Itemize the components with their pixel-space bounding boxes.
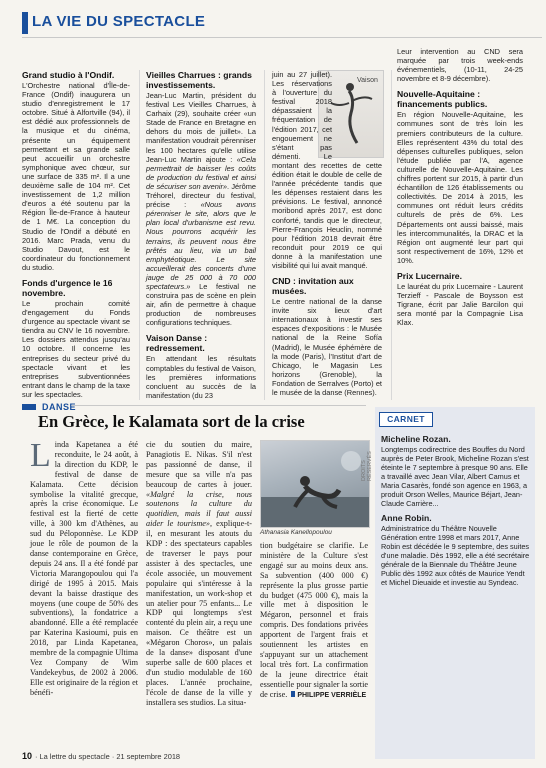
- column-divider: [391, 70, 392, 400]
- column-3: [272, 70, 382, 403]
- quote-martin: «Cela permettrait de baisser les coûts de production du festival et ainsi de sécuriser son avenir»: [146, 154, 256, 191]
- headline-vieilles-charrues: Vieilles Charrues : grands investissements.: [146, 70, 252, 90]
- section-title: LA VIE DU SPECTACLE: [32, 13, 206, 30]
- carnet-body: [381, 429, 531, 587]
- text-part: Le festival ne construira pas de scène en plein air, afin de permettre à chaque production de nombreuses configurations techniques.: [146, 281, 256, 328]
- page-footer: [22, 751, 180, 761]
- article-column-2: [146, 440, 252, 707]
- article-text: tion budgétaire se clarifie. Le ministère de la Culture s'est engagé sur au moins deux ans. Sa subvention (400 000 €) représente la plus grosse partie du budget (475 000 €), mais la ville met à disposition le Mégaron, personnel et frais compris. Des fondations privées apportent de l'argent frais et soutiennent les artistes en s'appuyant sur un attachement local très fort. La confirmation de la jeune directrice était essentielle pour signaler la sortie de crise.: [260, 541, 368, 699]
- obituary-name-robin: Anne Robin.: [381, 513, 432, 523]
- obituary-text-rozan: Longtemps codirectrice des Bouffes du Nord auprès de Peter Brook, Micheline Rozan s'est éteinte le 7 septembre à presque 90 ans. Elle a travaillé avec Jean Vilar, Albert Camus et Maria Casarès, fondé son agence en 1963, a produit Orson Welles, Maurice Béjart, Jean-Claude Carrière...: [381, 445, 529, 508]
- page-number: 10: [22, 751, 33, 761]
- text-cnd: Le centre national de la danse invite six lieux d'art internationaux à investir ses espaces d'expositions : le Musée national de la Reine Sofía (Madrid), le Musée éphémère de la mode (Paris), l'Institut d'art de Chicago, le Magasin Les horizons (Grenoble), la Fondation de Serralves (Porto) et le musée de la danse (Rennes).: [272, 297, 382, 397]
- kicker-rule: [72, 405, 366, 406]
- photo-caption: Athanasia Kanellopoulou: [260, 529, 332, 536]
- headline-cnd: CND : invitation aux musées.: [272, 276, 354, 297]
- dancer-photo-figure-icon: [261, 441, 369, 527]
- text-part: Jean-Luc Martin, président du festival Les Vieilles Charrues, à Carhaix (29), souhaite créer «un Stade de France en Bretagne en dehors du mois de juillet». La manifestation voudrait pérenniser les 100 hectares qu'elle utilise Jean-Luc Martin ajoute :: [146, 91, 256, 164]
- text-prix-lucernaire: Le lauréat du prix Lucernaire - Laurent Terzieff - Pascale de Boysson est Tigrane, écrit par Jalie Barcilon qui sera monté par la Compagnie Lisa Klax.: [397, 281, 523, 328]
- header-rule: [22, 37, 542, 38]
- author-square: [291, 691, 295, 697]
- column-1: [22, 70, 130, 405]
- carnet-box: [375, 407, 535, 759]
- article-text: , explique-t-il, en mesurant les atouts du KDP : des spectateurs capables de traverser le pays pour assister à des spectacles, une école associée, un mouvement populaire qui s'intéresse à la manifestation, un work-shop et un atelier pour 75 enfants... Le KDP qui longtemps s'est contenté du plein air, a reçu une maison. Ce théâtre est un «Mégaron Choros», un palais de la danse» disposant d'une superbe salle de 600 places et d'un studio modulable de 160 places. L'année prochaine, l'école de danse de la ville y installera ses studios. La situa-: [146, 519, 252, 707]
- headline-fonds-urgence: Fonds d'urgence le 16 novembre.: [22, 277, 113, 298]
- headline-ondif: Grand studio à l'Ondif.: [22, 70, 115, 80]
- article-kicker: DANSE: [42, 402, 77, 412]
- header-accent-bar: [22, 12, 28, 34]
- article-author: PHILIPPE VERRIÈLE: [297, 691, 367, 699]
- headline-nouvelle-aquitaine: Nouvelle-Aquitaine : financements publics.: [397, 89, 488, 110]
- text-nouvelle-aquitaine: En région Nouvelle-Aquitaine, les communes sont de très loin les premiers contributeurs de la culture. Elles représentent 43% du total des dépenses culturelles publiques, selon l'étude publiée par l'A, agence culturelle de Nouvelle-Aquitaine. Les chiffres portent sur 2015, à partir d'un échantillon de 126 établissements ou collectivités. De 2014 à 2015, les communes ont réduit leurs crédits culturels de près de 6%. Les Départements ont aussi baissé, mais les intercommunalités, la DRAC et la Région ont augmenté leur part qui sont respectivement de 16%, 12% et 10%.: [397, 110, 523, 265]
- obituary-name-rozan: Micheline Rozan.: [381, 434, 451, 444]
- dancer-photo: [260, 440, 373, 528]
- kicker-accent: [22, 404, 36, 410]
- headline-prix-lucernaire: Prix Lucernaire.: [397, 270, 462, 281]
- article-column-1: [30, 437, 138, 698]
- text-ondif: L'Orchestre national d'Île-de-France (Ondif) inaugurera un studio d'enregistrement le 17 octobre. Situé à Alfortville (94), il est dédié aux professionnels de la musique et du cinéma, présente un équipement permettant et sa grande salle peut accueillir un orchestre symphonique avec chœur, sur une surface de 335 m². Il a une deuxième salle de 104 m². Cet investissement de 1,2 million d'euros a été soutenu par la Région Île-de-France à hauteur de 1 M€. La conception du Studio de l'Ondif a débuté en 2016. Marc Prada, venu du Studio Davout, est le coordinateur du fonctionnement du studio.: [22, 81, 130, 272]
- text-part: . Jérôme Tréhorel, directeur du festival, précise :: [146, 181, 256, 210]
- footer-source: · La lettre du spectacle · 21 septembre 2018: [35, 752, 181, 761]
- poster-word: Vaison: [357, 77, 378, 84]
- text-part: juin au 27 juillet). Les réservations à l'ouverture du festival 2018 dépassaient la fréquentation de l'édition 2017, cet engouement ne s'étant pas démenti. Le montant des recettes de cette édition était le double de celle de l'année précédente tandis que les dépenses restaient dans les prévisions. Le festival, annoncé moribond après 2017, est donc conforté, tandis que le directeur, Pierre-François Heuclin, nommé pour l'édition 2018 devrait être reconduit pour 2019 ce qui donne à la manifestation une visibilité qui lui avait manqué.: [272, 70, 382, 270]
- article-text: cie du soutien du maire, Panagiotis E. Nikas. S'il n'est pas passionné de danse, il mesure que sa ville n'a pas beaucoup de cartes à jouer.: [146, 440, 252, 489]
- column-divider: [139, 70, 140, 400]
- quote-trehorel: «Nous avons pérenniser le site, alors que le plan local d'urbanisme est revu. Nous pourrons acquérir les terrains, ils peuvent nous être prêtés au lieu, via un bail emphytéotique. Le site accueillerait des concerts d'une jauge de 25 000 à 70 000 spectateurs.»: [146, 200, 256, 291]
- drop-cap: L: [30, 437, 51, 474]
- article-text: inda Kapetanea a été reconduite, le 24 août, à la direction du KDP, le festival de danse de Kalamata. Cette décision symbolise la vitalité grecque, après la crise économique. Le festival est la fierté de cette ville, à 300 km d'Athènes, au sud du Péloponnèse. Le KDP joue le rôle de poumon de la danse contemporaine en Grèce, depuis 24 ans. Il a été fondé par Victoria Marangopoulou qui l'a dirigé de 1995 à 2015. Mais devant la baisse drastique des moyens (une coupe de 50% des subventions), la fondatrice a abandonné. Elle a été remplacée par Katerina Kasioumi, puis en 2018, par Linda Kapetanea, membre de la compagnie Ultima Vez Company de Wim Vandekeybus, de 2002 à 2006. Elle est originaire de la région et bénéfi-: [30, 440, 138, 697]
- obituary-text-robin: Administratrice du Théâtre Nouvelle Génération entre 1998 et mars 2017, Anne Robin est décédée le 9 septembre, des suites d'une maladie. Dès 1992, elle a été secrétaire générale de la Biennale du Théâtre Jeune Public dès 1992 aux côtés de Maurice Yendt et Michel Dieuaide et investie au Syndeac.: [381, 524, 530, 587]
- text-vaison-cont: [272, 70, 382, 270]
- text-vieilles-charrues: [146, 91, 256, 327]
- article-headline: En Grèce, le Kalamata sort de la crise: [38, 412, 305, 431]
- quote-mayor: «Malgré la crise, nous soutenons la culture du quotidien, mais il faut aussi aider le tourisme»: [146, 489, 252, 529]
- column-2: [146, 70, 256, 406]
- photo-credit: DROITS RÉSERVÉS: [361, 451, 373, 481]
- column-divider: [264, 70, 265, 400]
- column-4: [397, 47, 523, 333]
- headline-vaison-danse: Vaison Danse : redressement.: [146, 333, 208, 354]
- text-vaison-danse: En attendant les résultats comptables du festival de Vaison, les premières informations concluent au succès de la manifestation (du 23: [146, 354, 256, 400]
- article-column-3: [260, 541, 368, 701]
- text-cnd-cont: Leur intervention au CND sera marquée par trois week-ends événementiels, (10-11, 24-25 novembre et 8-9 décembre).: [397, 47, 523, 84]
- carnet-tag: CARNET: [379, 412, 433, 427]
- text-fonds-urgence: Le prochain comité d'engagement du Fonds d'urgence au spectacle vivant se tiendra au CNV le 16 novembre. Les dossiers attendus jusqu'au 10 octobre. Il concerne les entreprises du secteur privé du spectacle vivant et les entreprises subventionnées entrant dans le champ de la taxe sur les spectacles.: [22, 298, 130, 399]
